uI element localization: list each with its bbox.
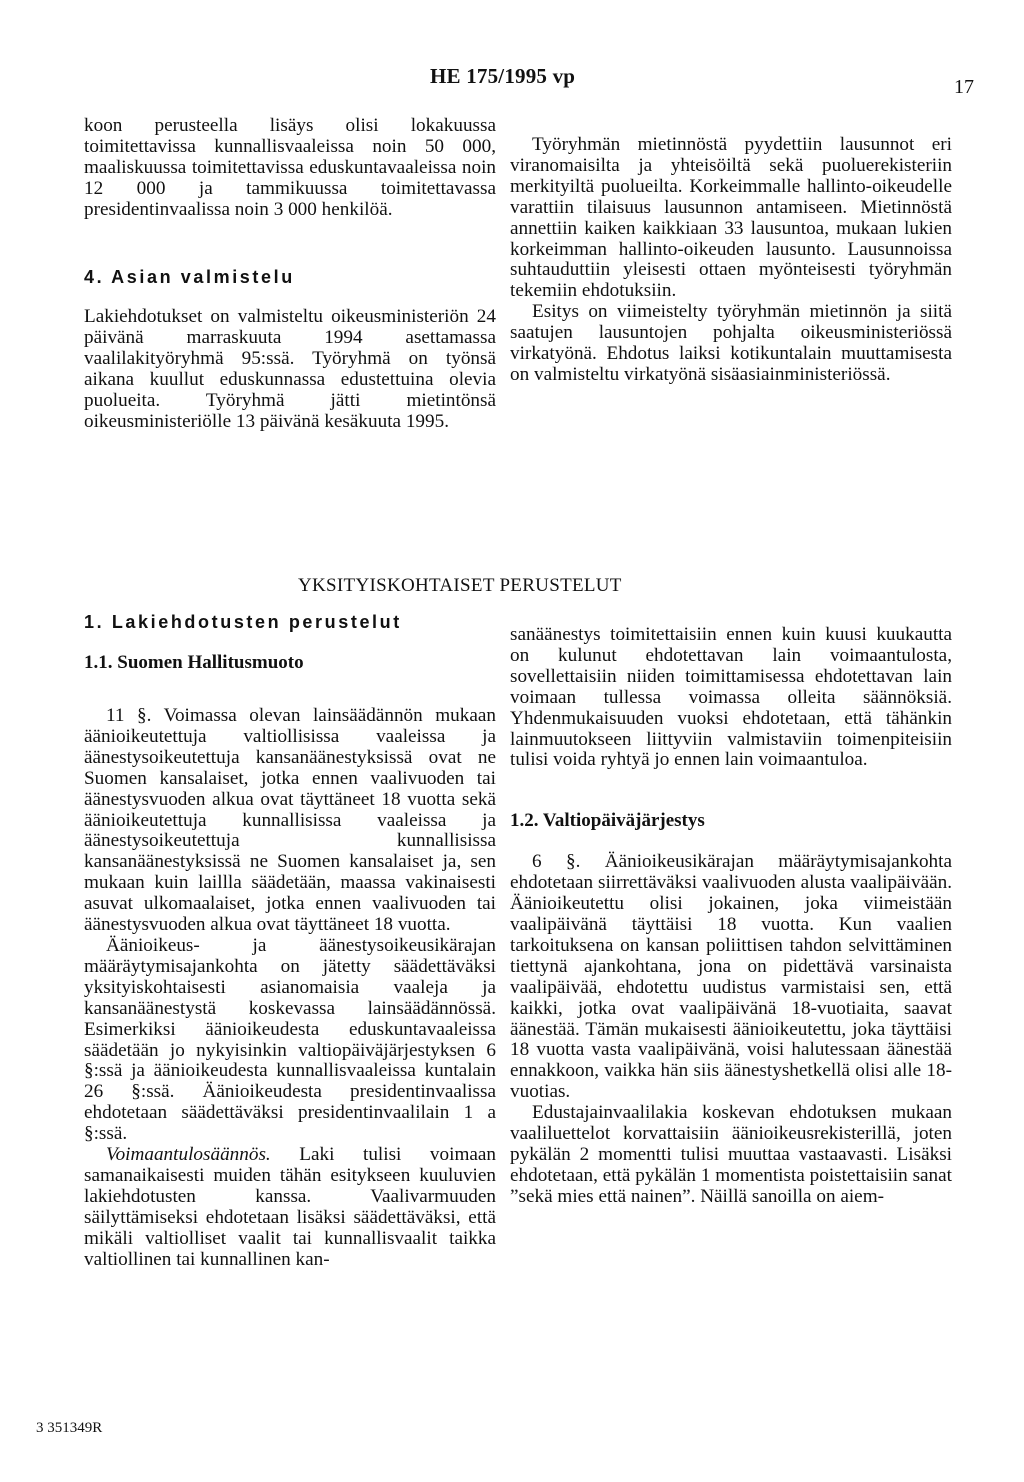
statements-paragraph: Työryhmän mietinnöstä pyydettiin lausunnot eri viranomaisilta ja yhteisöiltä sekä puoluerekisteriin merkityiltä puolueilta. Korkeimmalle hallinto-oikeudelle varattiin tilaisuus lausunnon antamiseen. Mietinnöstä annettiin kaiken kaikkiaan 33 lausuntoa, mukaan lukien korkeimman hallinto-oikeuden lausunto. Lausunnoissa suhtauduttiin yleisesti ottaen myönteisesti työryhmän tekemiin ehdotuksiin. [510, 134, 952, 302]
finalization-paragraph: Esitys on viimeistelty työryhmän mietinnön ja siitä saatujen lausuntojen pohjalta oikeusministeriössä virkatyönä. Ehdotus laiksi kotikuntalain muuttamisesta on valmisteltu virkatyönä sisäasiainministeriössä. [510, 301, 952, 385]
entry-into-force-paragraph [84, 1145, 496, 1270]
section-heading-preparation: 4. Asian valmistelu [84, 266, 295, 287]
section-6-paragraph: 6 §. Äänioikeusikärajan määräytymisajankohta ehdotetaan siirrettäväksi vaalivuoden alusta vaalipäivään. Äänioikeutettu olisi jokainen, joka viimeistään vaalipäivänä täyttäisi 18 vuotta. Kun vaalien tarkoituksena on kansan poliittisen tahdon selvittäminen tiettynä ajankohtana, jona on pidettävä varsinaista vaalipäivää, ehdotettu uudistus varmistaisi sen, että kaikki, jotka ovat vaalipäivänä 18-vuotiaita, saavat äänestää. Tämän mukaisesti äänioikeutettu, joka täyttäisi 18 vuotta vasta vaalipäivänä, voisi halutessaan äänestää ennakkoon, vaikka hän siis äänestyshetkellä olisi alle 18-vuotias. [510, 851, 952, 1103]
entry-into-force-label: Voimaantulosäännös. [106, 1144, 271, 1166]
section-heading-justification: 1. Lakiehdotusten perustelut [84, 612, 402, 632]
right-column-top [510, 135, 952, 386]
page-number: 17 [954, 76, 974, 98]
age-limit-paragraph: Äänioikeus- ja äänestysoikeusikärajan määräytymisajankohta on jätetty säädettäväksi yksityiskohtaisesti asianomaisia vaaleja ja kansanäänestystä koskevassa lainsäädännössä. Esimerkiksi äänioikeudesta eduskuntavaaleissa säädetään jo nykyisinkin valtiopäiväjärjestyksen 6 §:ssä ja äänioikeudesta kunnallisvaaleissa kuntalain 26 §:ssä. Äänioikeudesta presidentinvaalissa ehdotetaan säädettäväksi presidentinvaalilain 1 a §:ssä. [84, 934, 496, 1145]
main-section-heading: YKSITYISKOHTAISET PERUSTELUT [298, 575, 622, 596]
footer-print-code: 3 351349R [36, 1420, 103, 1436]
intro-paragraph: koon perusteella lisäys olisi lokakuussa toimitettavissa kunnallisvaaleissa noin 50 000, maaliskuussa toimitettavissa eduskuntavaaleissa noin 12 000 ja tammikuussa toimitettavassa presidentinvaalissa noin 3 000 henkilöä. [84, 115, 496, 220]
continuation-paragraph: sanäänestys toimitettaisiin ennen kuin kuusi kuukautta on kulunut ehdotettavan lain voimaantulosta, sovellettaisiin niiden toimittamisessa ehdotettavan lain voimaan tullessa voimassa olleita säännöksiä. Yhdenmukaisuuden vuoksi ehdotetaan, että tähänkin lainmuutokseen liittyviin valmistaviin toimenpiteisiin tulisi voida ryhtyä jo ennen lain voimaantuloa. [510, 624, 952, 771]
left-column-bottom [84, 706, 496, 1270]
bill-justification-heading-block [84, 612, 496, 674]
election-act-paragraph: Edustajainvaalilakia koskevan ehdotuksen mukaan vaaliluettelot korvattaisiin äänioikeusrekisterillä, joten pykälän 2 momentti tulisi muuttaa vastaavasti. Lisäksi ehdotetaan, että pykälän 1 momentista poistettaisiin sanat ”sekä mies että nainen”. Näillä sanoilla on aiem- [510, 1102, 952, 1207]
entry-into-force-text: Laki tulisi voimaan samanaikaisesti muiden tähän esitykseen kuuluvien lakiehdotusten kanssa. Vaalivarmuuden säilyttämiseksi ehdotetaan lisäksi säädettäväksi, että mikäli valtiolliset vaalit tai kunnallisvaalit taikka valtiollinen tai kunnallinen kan- [84, 1144, 496, 1270]
right-column-bottom [510, 625, 952, 1208]
section-11-paragraph: 11 §. Voimassa olevan lainsäädännön mukaan äänioikeutettuja valtiollisissa vaaleissa ja äänestysoikeutettuja kansanäänestyksissä ovat ne Suomen kansalaiset, jotka ennen vaalivuoden tai äänestysvuoden alkua ovat täyttäneet 18 vuotta sekä äänioikeutettuja kunnallisissa vaaleissa ja äänestysoikeutettuja kunnallisissa kansanäänestyksissä ne Suomen kansalaiset ja, sen mukaan kuin laillla säädetään, maassa vakinaisesti asuvat ulkomaalaiset, jotka ennen vaalivuoden tai äänestysvuoden alkua ovat täyttäneet 18 vuotta. [84, 705, 496, 936]
left-column-top [84, 116, 496, 433]
document-header-title: HE 175/1995 vp [430, 64, 576, 88]
subsection-heading-constitution: 1.1. Suomen Hallitusmuoto [84, 652, 304, 673]
preparation-paragraph: Lakiehdotukset on valmisteltu oikeusministeriön 24 päivänä marraskuuta 1994 asettamassa vaalilakityöryhmä 95:ssä. Työryhmä on työnsä aikana kuullut eduskunnassa edustettuina olevia puolueita. Työryhmä jätti mietintönsä oikeusministeriölle 13 päivänä kesäkuuta 1995. [84, 306, 496, 432]
subsection-heading-parliament-act: 1.2. Valtiopäiväjärjestys [510, 810, 705, 832]
